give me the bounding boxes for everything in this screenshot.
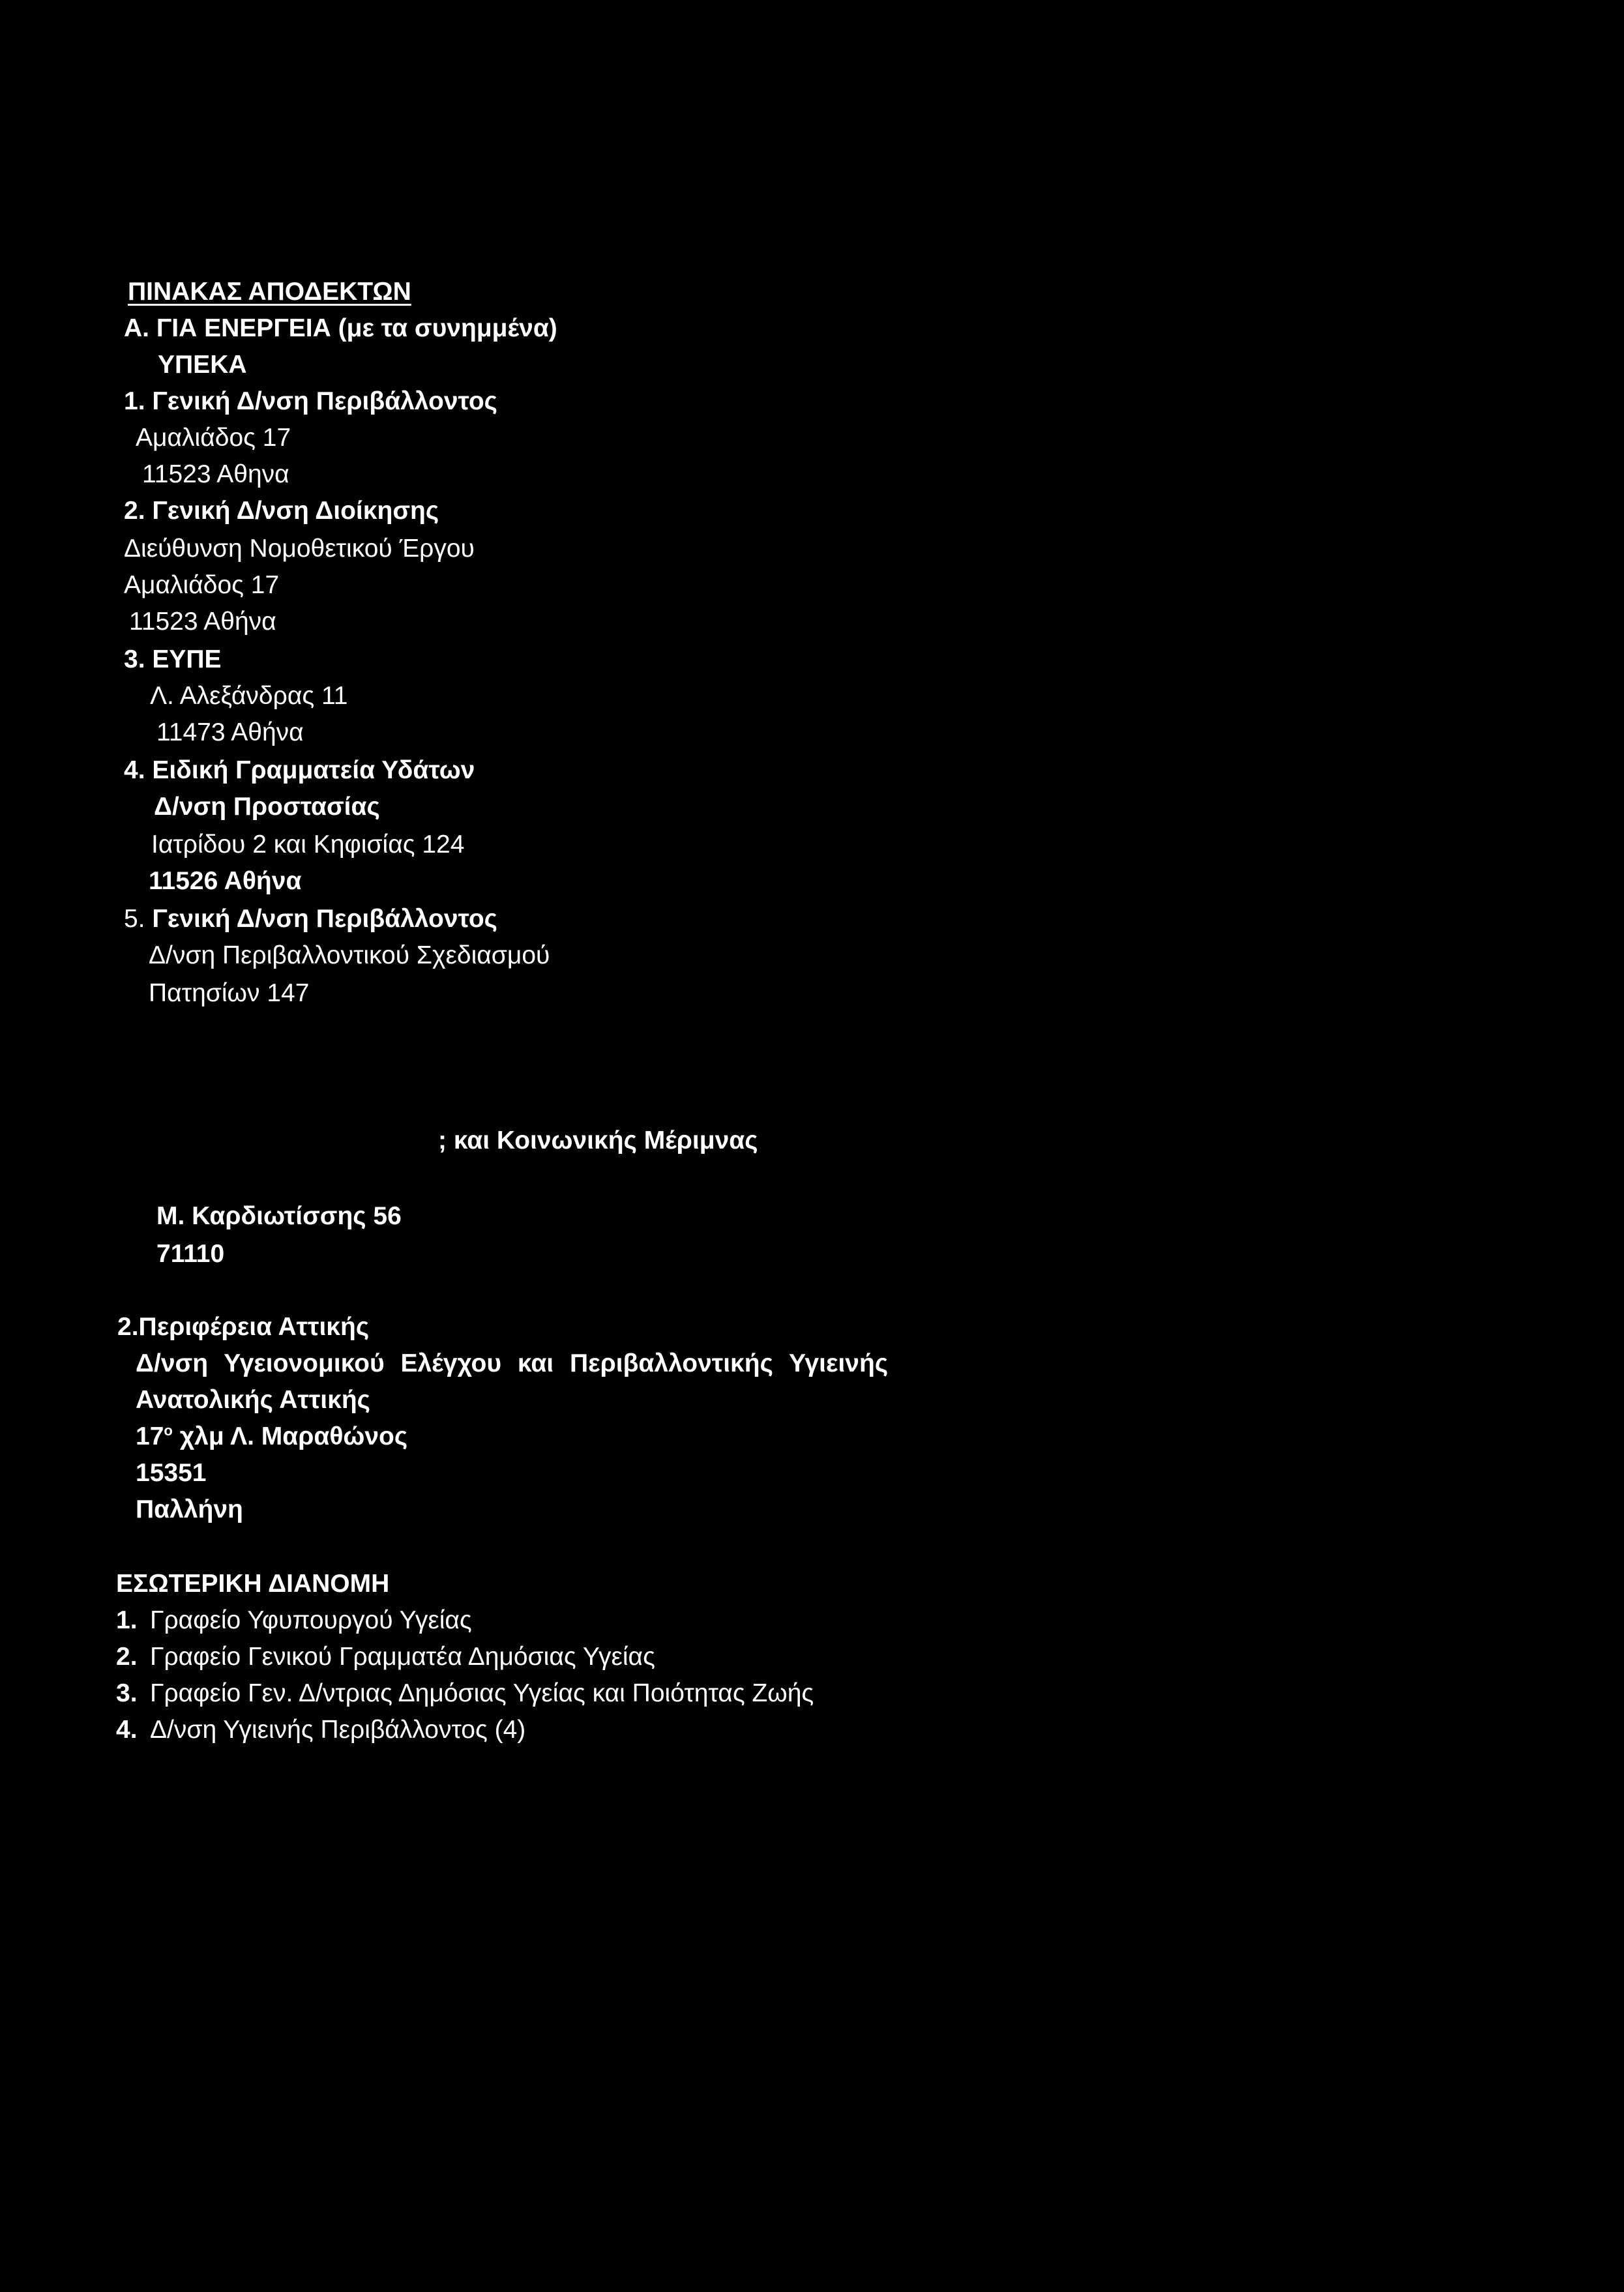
recipient-4-title: 4. Ειδική Γραμματεία Υδάτων <box>124 756 475 784</box>
recipient-5-heading <box>124 904 497 935</box>
recipient-5-title: Γενική Δ/νση Περιβάλλοντος <box>152 905 497 933</box>
internal-distribution-title: ΕΣΩΤΕΡΙΚΗ ΔΙΑΝΟΜΗ <box>116 1570 390 1598</box>
partial-recipient-address: Μ. Καρδιωτίσσης 56 <box>156 1202 402 1230</box>
internal-item <box>116 1678 814 1709</box>
recipient-3-postcode: 11473 Αθήνα <box>156 718 304 746</box>
attica-road: χλμ Λ. Μαραθώνος <box>179 1422 408 1450</box>
recipient-2-address: Αμαλιάδος 17 <box>124 571 280 599</box>
attica-title: 2.Περιφέρεια Αττικής <box>117 1313 370 1341</box>
recipient-5-number: 5. <box>124 905 145 933</box>
recipient-5-department: Δ/νση Περιβαλλοντικού Σχεδιασμού <box>149 941 550 969</box>
internal-item <box>116 1605 472 1636</box>
internal-item-text: Γραφείο Γεν. Δ/ντριας Δημόσιας Υγείας και Ποιότητας Ζωής <box>150 1679 814 1707</box>
internal-item-text: Γραφείο Γενικού Γραμματέα Δημόσιας Υγείας <box>150 1643 655 1671</box>
internal-item-number: 3. <box>116 1679 138 1707</box>
recipient-5-address: Πατησίων 147 <box>149 979 310 1007</box>
degree-mark: o <box>164 1422 173 1439</box>
recipient-2-department: Διεύθυνση Νομοθετικού Έργου <box>124 535 475 563</box>
recipient-4-address: Ιατρίδου 2 και Κηφισίας 124 <box>151 830 465 859</box>
internal-item-number: 1. <box>116 1606 138 1634</box>
recipient-4-postcode: 11526 Αθήνα <box>149 867 302 895</box>
internal-item <box>116 1714 525 1746</box>
internal-item-text: Δ/νση Υγιεινής Περιβάλλοντος (4) <box>150 1716 526 1744</box>
recipient-3-title: 3. ΕΥΠΕ <box>124 645 222 673</box>
internal-item-number: 2. <box>116 1643 138 1671</box>
attica-postcode: 15351 <box>136 1459 207 1487</box>
recipient-1-postcode: 11523 Αθηνα <box>142 460 289 488</box>
attica-department: Δ/νση Υγειονομικού Ελέγχου και Περιβαλλοντικής Υγιεινής <box>136 1349 889 1377</box>
recipient-1-title: 1. Γενική Δ/νση Περιβάλλοντος <box>124 387 497 415</box>
attica-city: Παλλήνη <box>136 1495 243 1523</box>
internal-item <box>116 1641 655 1673</box>
recipient-2-postcode: 11523 Αθήνα <box>129 608 276 636</box>
attica-address <box>136 1421 407 1452</box>
recipient-3-address: Λ. Αλεξάνδρας 11 <box>150 682 348 710</box>
ypeka-heading: ΥΠΕΚΑ <box>158 351 247 379</box>
document-title: ΠΙΝΑΚΑΣ ΑΠΟΔΕΚΤΩΝ <box>128 278 411 306</box>
attica-km: 17 <box>136 1422 164 1450</box>
attica-subregion: Ανατολικής Αττικής <box>136 1386 370 1414</box>
internal-item-text: Γραφείο Υφυπουργού Υγείας <box>150 1606 472 1634</box>
recipient-2-title: 2. Γενική Δ/νση Διοίκησης <box>124 497 439 525</box>
internal-item-number: 4. <box>116 1716 138 1744</box>
partial-recipient-postcode: 71110 <box>156 1240 225 1268</box>
partial-recipient-fragment: ; και Κοινωνικής Μέριμνας <box>438 1126 758 1154</box>
recipient-4-department: Δ/νση Προστασίας <box>154 793 380 821</box>
recipient-1-address: Αμαλιάδος 17 <box>136 424 291 452</box>
section-a-heading: Α. ΓΙΑ ΕΝΕΡΓΕΙΑ (με τα συνημμένα) <box>124 314 557 342</box>
